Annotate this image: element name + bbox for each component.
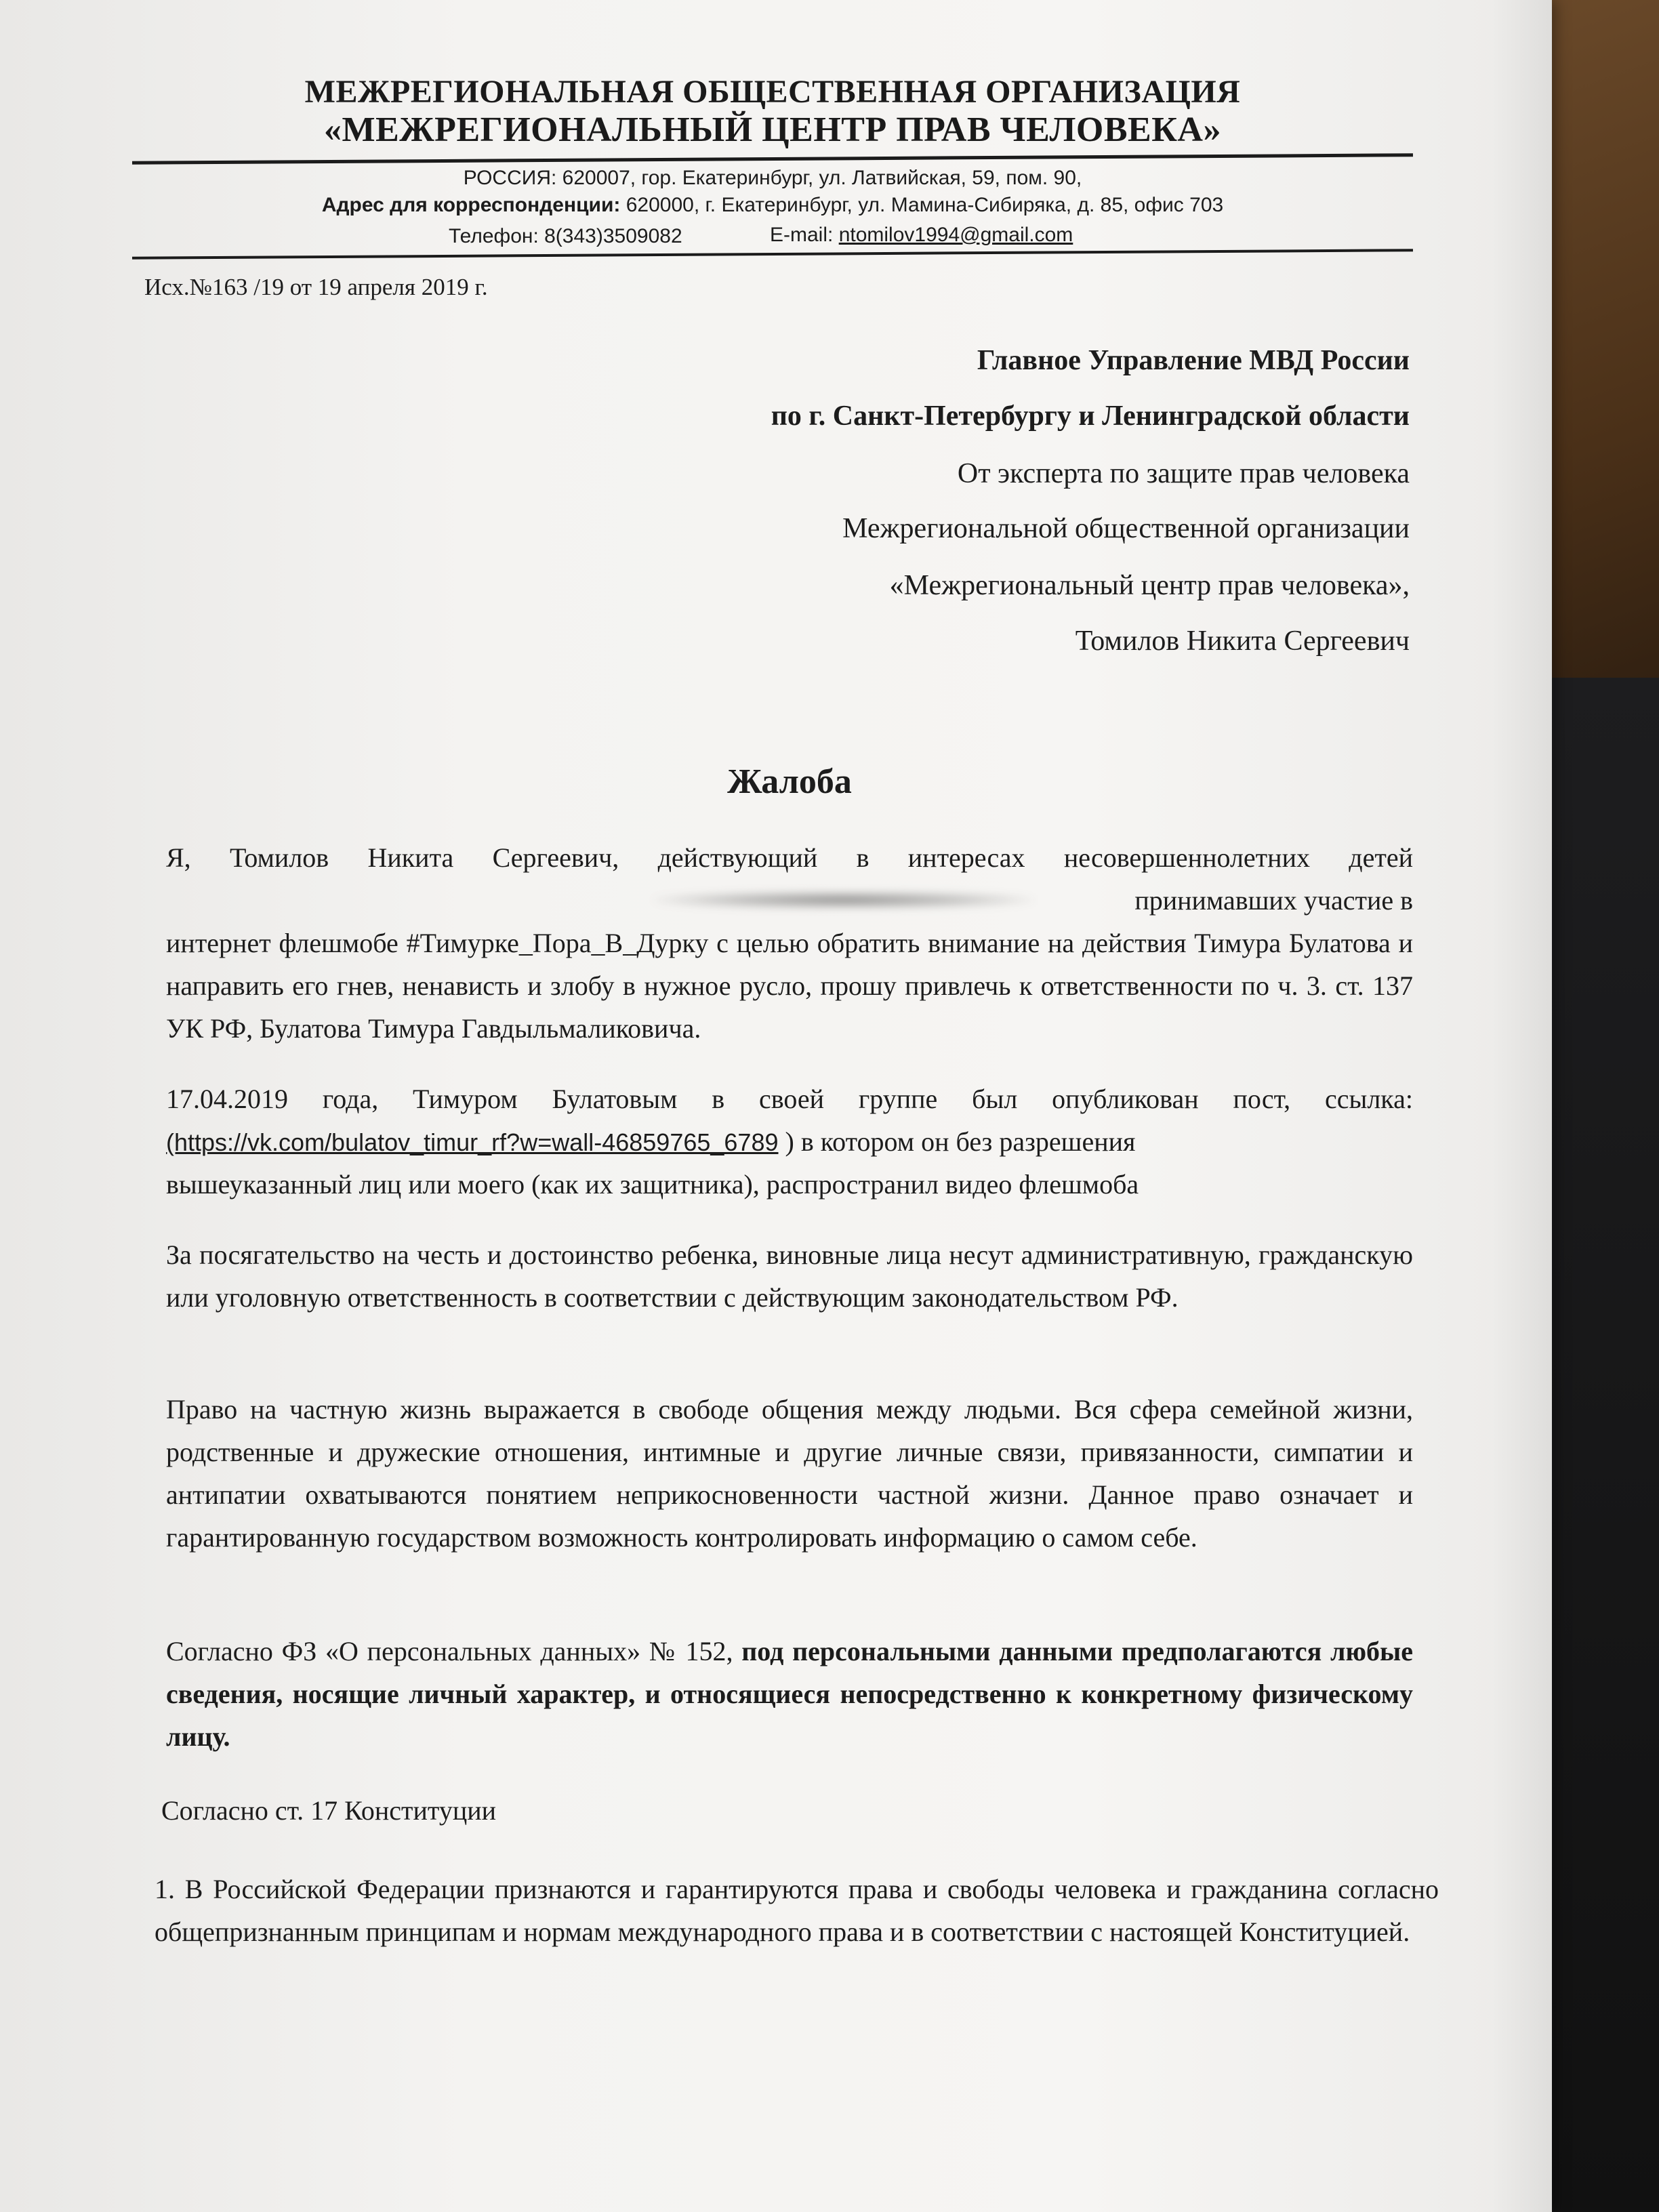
- paragraph-1-after-redaction: принимавших участие в: [1134, 885, 1413, 916]
- paragraph-5-bold: под персональными данными предполагаются любые сведения, носящие личный характер, и относящиеся непосредственно к конкретному физическому лицу.: [166, 1636, 1413, 1752]
- redacted-names: [654, 891, 1033, 909]
- paragraph-1-line2: [166, 879, 1413, 922]
- org-name-line1: МЕЖРЕГИОНАЛЬНАЯ ОБЩЕСТВЕННАЯ ОРГАНИЗАЦИЯ: [304, 74, 1241, 110]
- email-line: [770, 224, 1073, 247]
- correspondence-value: 620000, г. Екатеринбург, ул. Мамина-Сибиряка, д. 85, офис 703: [620, 194, 1224, 216]
- outgoing-reference: Исх.№163 /19 от 19 апреля 2019 г.: [144, 274, 488, 300]
- paragraph-7: 1. В Российской Федерации признаются и гарантируются права и свободы человека и гражданина согласно общепризнанным принципам и нормам международного права и в соответствии с настоящей Конституцией.: [155, 1874, 1439, 1947]
- paragraph-5-intro: Согласно ФЗ «О персональных данных» № 152,: [166, 1636, 742, 1666]
- document-title: Жалоба: [727, 762, 852, 801]
- email-label: E-mail:: [770, 224, 839, 246]
- addressee-line6: Томилов Никита Сергеевич: [1075, 626, 1410, 657]
- addressee-line1: Главное Управление МВД России: [977, 345, 1410, 376]
- addressee-line3: От эксперта по защите прав человека: [957, 458, 1410, 489]
- paragraph-2-line3: вышеуказанный лиц или моего (как их защитника), распространил видео флешмоба: [166, 1169, 1139, 1200]
- email-link[interactable]: ntomilov1994@gmail.com: [838, 224, 1073, 246]
- paragraph-4: Право на частную жизнь выражается в свободе общения между людьми. Вся сфера семейной жизни, родственные и дружеские отношения, интимные и другие личные связи, привязанности, симпатии и антипатии охватываются понятием неприкосновенности частной жизни. Данное право означает и гарантированную государством возможность контролировать информацию о самом себе.: [166, 1394, 1413, 1553]
- phone: Телефон: 8(343)3509082: [449, 225, 682, 247]
- vk-post-link[interactable]: (https://vk.com/bulatov_timur_rf?w=wall-46859765_6789: [166, 1128, 779, 1156]
- paragraph-2-line1: 17.04.2019 года, Тимуром Булатовым в своей группе был опубликован пост, ссылка:: [166, 1084, 1413, 1114]
- addressee-line5: «Межрегиональный центр прав человека»,: [889, 570, 1410, 601]
- paragraph-5: [166, 1630, 1413, 1758]
- header-divider-top: [132, 153, 1413, 165]
- paragraph-1-line1: Я, Томилов Никита Сергеевич, действующий в интересах несовершеннолетних детей: [166, 842, 1413, 873]
- addressee-line4: Межрегиональной общественной организации: [842, 513, 1410, 544]
- paragraph-6: Согласно ст. 17 Конституции: [161, 1795, 497, 1826]
- paragraph-2-line2: [166, 1120, 1413, 1164]
- org-name-line2: «МЕЖРЕГИОНАЛЬНЫЙ ЦЕНТР ПРАВ ЧЕЛОВЕКА»: [324, 110, 1221, 149]
- paragraph-1-rest: интернет флешмобе #Тимурке_Пора_В_Дурку с целью обратить внимание на действия Тимура Булатова и направить его гнев, ненависть и злобу в нужное русло, прошу привлечь к ответственности по ч. 3. ст. 137 УК РФ, Булатова Тимура Гавдыльмаликовича.: [166, 928, 1413, 1044]
- addressee-line2: по г. Санкт-Петербургу и Ленинградской области: [771, 401, 1410, 432]
- header-divider-bottom: [132, 249, 1413, 260]
- paragraph-2-after-link: ) в котором он без разрешения: [778, 1126, 1136, 1157]
- correspondence-address: [129, 194, 1416, 217]
- org-address: РОССИЯ: 620007, гор. Екатеринбург, ул. Латвийская, 59, пом. 90,: [463, 167, 1082, 189]
- correspondence-label: Адрес для корреспонденции:: [321, 194, 621, 216]
- paragraph-3: За посягательство на честь и достоинство ребенка, виновные лица несут административную, гражданскую или уголовную ответственность в соответствии с действующим законодательством РФ.: [166, 1240, 1413, 1313]
